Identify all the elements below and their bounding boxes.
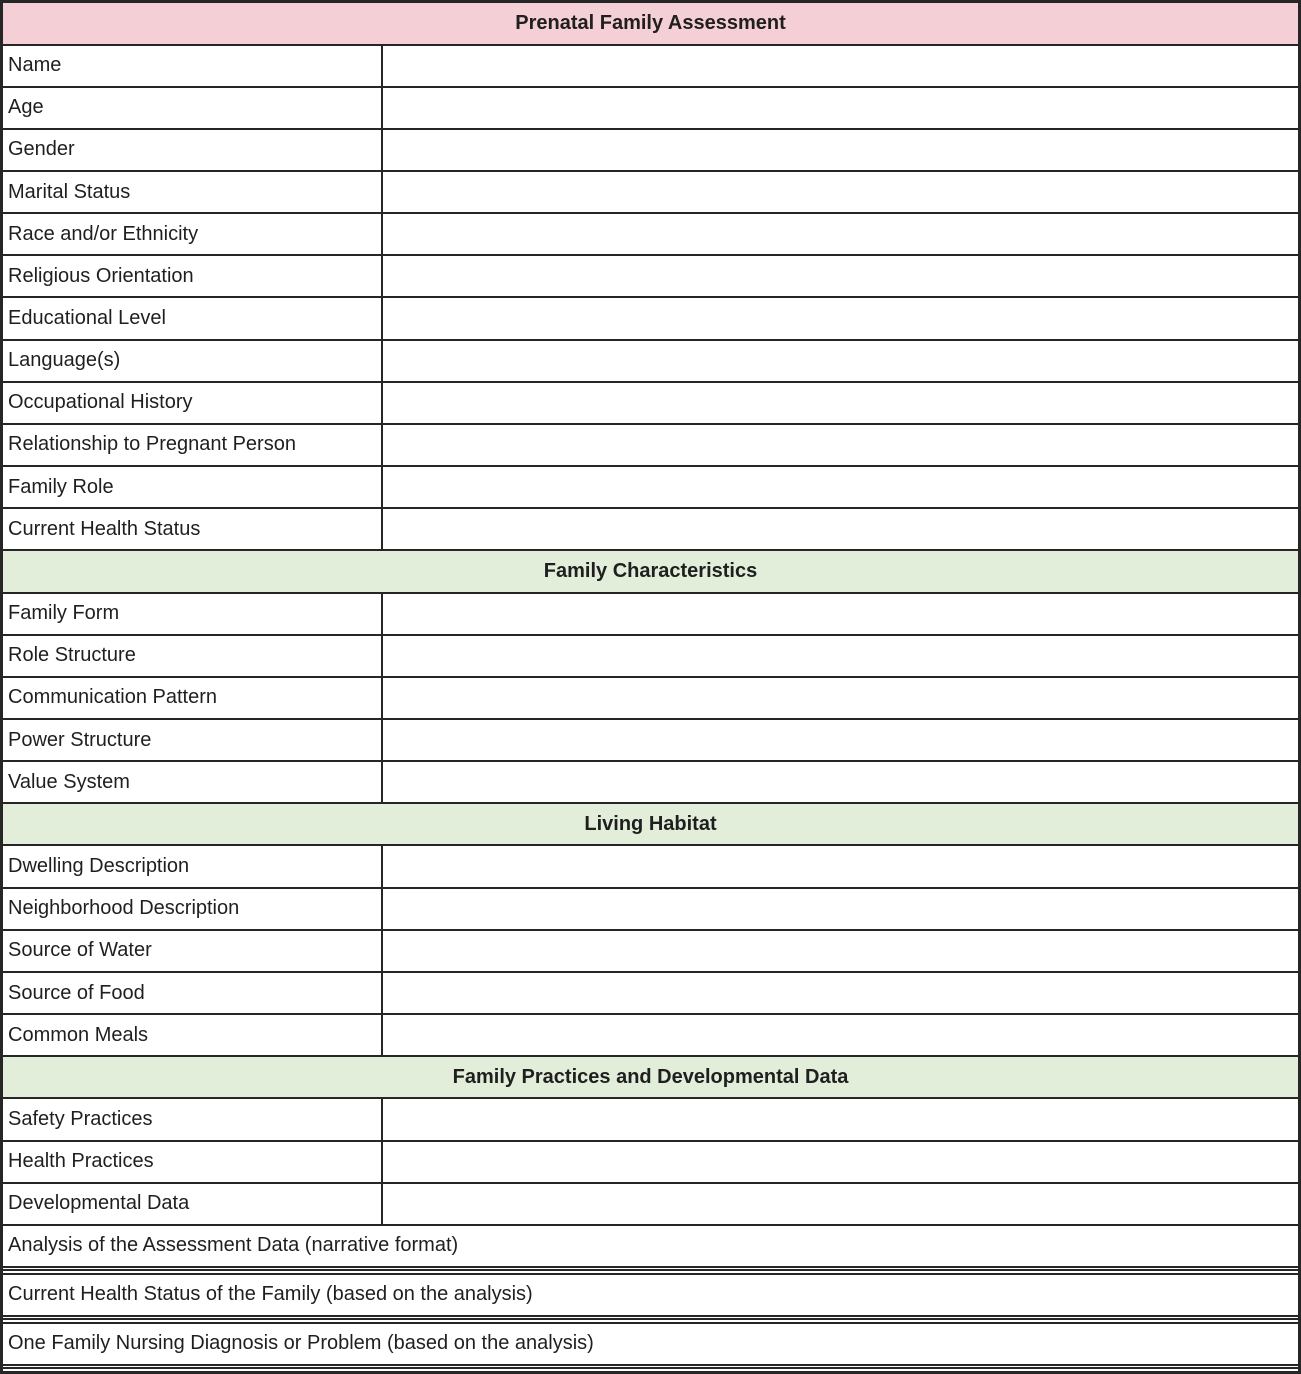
table-row	[2, 677, 1300, 719]
table-row	[2, 129, 1300, 171]
table-row	[2, 45, 1300, 87]
field-value-value-system[interactable]	[382, 761, 1300, 803]
table-row	[2, 1274, 1300, 1316]
field-value-educational-level[interactable]	[382, 297, 1300, 339]
field-label-communication-pattern: Communication Pattern	[2, 677, 382, 719]
field-label-source-of-food: Source of Food	[2, 972, 382, 1014]
table-row	[2, 1368, 1300, 1372]
blank-entry-row[interactable]	[2, 1368, 1300, 1372]
field-label-language-s: Language(s)	[2, 340, 382, 382]
field-label-dwelling-description: Dwelling Description	[2, 845, 382, 887]
field-label-family-form: Family Form	[2, 593, 382, 635]
field-label-current-health-status: Current Health Status	[2, 508, 382, 550]
field-label-family-role: Family Role	[2, 466, 382, 508]
field-label-common-meals: Common Meals	[2, 1014, 382, 1056]
table-row	[2, 340, 1300, 382]
table-row	[2, 1141, 1300, 1183]
field-label-developmental-data: Developmental Data	[2, 1183, 382, 1225]
field-value-source-of-water[interactable]	[382, 930, 1300, 972]
table-row	[2, 424, 1300, 466]
table-row	[2, 466, 1300, 508]
field-label-gender: Gender	[2, 129, 382, 171]
field-value-source-of-food[interactable]	[382, 972, 1300, 1014]
table-row	[2, 635, 1300, 677]
field-value-name[interactable]	[382, 45, 1300, 87]
field-value-occupational-history[interactable]	[382, 382, 1300, 424]
field-label-health-practices: Health Practices	[2, 1141, 382, 1183]
field-label-source-of-water: Source of Water	[2, 930, 382, 972]
field-value-dwelling-description[interactable]	[382, 845, 1300, 887]
prompt-current-health-status-of-the-family-based-on-the-analysis: Current Health Status of the Family (based on the analysis)	[2, 1274, 1300, 1316]
table-row	[2, 255, 1300, 297]
field-value-current-health-status[interactable]	[382, 508, 1300, 550]
section-header-prenatal-family-assessment: Prenatal Family Assessment	[2, 2, 1300, 45]
table-row	[2, 87, 1300, 129]
table-row	[2, 972, 1300, 1014]
table-row	[2, 1056, 1300, 1098]
field-label-religious-orientation: Religious Orientation	[2, 255, 382, 297]
field-label-neighborhood-description: Neighborhood Description	[2, 888, 382, 930]
section-header-family-characteristics: Family Characteristics	[2, 550, 1300, 592]
table-row	[2, 761, 1300, 803]
field-label-safety-practices: Safety Practices	[2, 1098, 382, 1140]
field-value-relationship-to-pregnant-person[interactable]	[382, 424, 1300, 466]
prompt-one-family-nursing-diagnosis-or-problem-based-on-the-analysis: One Family Nursing Diagnosis or Problem (based on the analysis)	[2, 1323, 1300, 1365]
field-label-power-structure: Power Structure	[2, 719, 382, 761]
field-value-communication-pattern[interactable]	[382, 677, 1300, 719]
table-row	[2, 2, 1300, 45]
field-label-relationship-to-pregnant-person: Relationship to Pregnant Person	[2, 424, 382, 466]
field-value-safety-practices[interactable]	[382, 1098, 1300, 1140]
table-row	[2, 803, 1300, 845]
field-value-neighborhood-description[interactable]	[382, 888, 1300, 930]
table-row	[2, 1225, 1300, 1267]
table-row	[2, 593, 1300, 635]
table-row	[2, 297, 1300, 339]
field-label-name: Name	[2, 45, 382, 87]
field-value-common-meals[interactable]	[382, 1014, 1300, 1056]
table-row	[2, 382, 1300, 424]
table-row	[2, 1323, 1300, 1365]
table-row	[2, 845, 1300, 887]
table-row	[2, 213, 1300, 255]
table-row	[2, 888, 1300, 930]
field-label-occupational-history: Occupational History	[2, 382, 382, 424]
field-value-age[interactable]	[382, 87, 1300, 129]
table-row	[2, 719, 1300, 761]
assessment-table-body	[2, 2, 1300, 1373]
table-row	[2, 550, 1300, 592]
field-value-developmental-data[interactable]	[382, 1183, 1300, 1225]
section-header-living-habitat: Living Habitat	[2, 803, 1300, 845]
field-label-age: Age	[2, 87, 382, 129]
table-row	[2, 930, 1300, 972]
table-row	[2, 171, 1300, 213]
field-label-educational-level: Educational Level	[2, 297, 382, 339]
prompt-analysis-of-the-assessment-data-narrative-format: Analysis of the Assessment Data (narrative format)	[2, 1225, 1300, 1267]
field-label-role-structure: Role Structure	[2, 635, 382, 677]
field-value-gender[interactable]	[382, 129, 1300, 171]
field-value-language-s[interactable]	[382, 340, 1300, 382]
field-value-religious-orientation[interactable]	[382, 255, 1300, 297]
field-value-race-and-or-ethnicity[interactable]	[382, 213, 1300, 255]
field-value-marital-status[interactable]	[382, 171, 1300, 213]
field-label-race-and-or-ethnicity: Race and/or Ethnicity	[2, 213, 382, 255]
table-row	[2, 508, 1300, 550]
field-label-value-system: Value System	[2, 761, 382, 803]
field-value-family-role[interactable]	[382, 466, 1300, 508]
table-row	[2, 1014, 1300, 1056]
field-value-family-form[interactable]	[382, 593, 1300, 635]
field-label-marital-status: Marital Status	[2, 171, 382, 213]
table-row	[2, 1098, 1300, 1140]
table-row	[2, 1183, 1300, 1225]
field-value-health-practices[interactable]	[382, 1141, 1300, 1183]
field-value-power-structure[interactable]	[382, 719, 1300, 761]
field-value-role-structure[interactable]	[382, 635, 1300, 677]
section-header-family-practices-and-developmental-data: Family Practices and Developmental Data	[2, 1056, 1300, 1098]
